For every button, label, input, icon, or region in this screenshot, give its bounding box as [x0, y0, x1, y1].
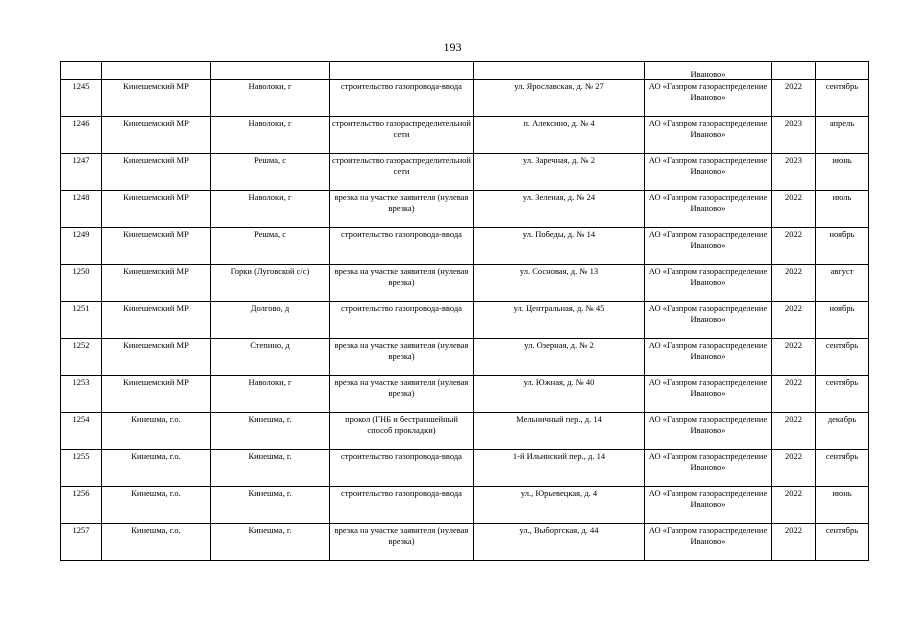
cell-address: ул. Зеленая, д. № 24	[474, 191, 645, 228]
cell-month: июнь	[816, 487, 869, 524]
cell-num: 1253	[61, 376, 102, 413]
cell-year: 2022	[772, 80, 816, 117]
cell-year: 2022	[772, 450, 816, 487]
cell-year: 2022	[772, 228, 816, 265]
cell-month: сентябрь	[816, 80, 869, 117]
table-row	[61, 302, 869, 339]
cell-locality: Наволоки, г	[211, 191, 330, 228]
cell-year: 2023	[772, 154, 816, 191]
cell-num: 1248	[61, 191, 102, 228]
cell-locality: Степино, д	[211, 339, 330, 376]
cell-month: июнь	[816, 154, 869, 191]
cell-work: строительство газопровода-ввода	[330, 80, 474, 117]
cell-work: врезка на участке заявителя (нулевая врезка)	[330, 376, 474, 413]
cell-num: 1254	[61, 413, 102, 450]
cell-operator: Иваново»	[645, 62, 772, 80]
cell-year: 2022	[772, 413, 816, 450]
cell-address: п. Алексино, д. № 4	[474, 117, 645, 154]
table-row	[61, 80, 869, 117]
cell-month: сентябрь	[816, 450, 869, 487]
cell-district: Кинешма, г.о.	[102, 450, 211, 487]
cell-num: 1257	[61, 524, 102, 561]
cell-address: ул. Победы, д. № 14	[474, 228, 645, 265]
cell-operator: АО «Газпром газораспределение Иваново»	[645, 302, 772, 339]
cell-district: Кинешемский МР	[102, 80, 211, 117]
cell-operator: АО «Газпром газораспределение Иваново»	[645, 191, 772, 228]
cell-district: Кинешемский МР	[102, 154, 211, 191]
cell-work: строительство газораспределительной сети	[330, 117, 474, 154]
page-number: 193	[443, 40, 462, 54]
cell-num: 1255	[61, 450, 102, 487]
cell-year: 2022	[772, 339, 816, 376]
cell-operator: АО «Газпром газораспределение Иваново»	[645, 524, 772, 561]
cell-district: Кинешемский МР	[102, 339, 211, 376]
cell-work: врезка на участке заявителя (нулевая врезка)	[330, 265, 474, 302]
cell-num: 1250	[61, 265, 102, 302]
cell-work	[330, 62, 474, 80]
cell-month: август	[816, 265, 869, 302]
cell-locality: Горки (Луговской с/с)	[211, 265, 330, 302]
cell-num: 1252	[61, 339, 102, 376]
cell-district	[102, 62, 211, 80]
cell-work: врезка на участке заявителя (нулевая врезка)	[330, 339, 474, 376]
cell-num: 1245	[61, 80, 102, 117]
cell-locality: Кинешма, г.	[211, 413, 330, 450]
cell-month: ноябрь	[816, 228, 869, 265]
cell-address: ул. Озерная, д. № 2	[474, 339, 645, 376]
cell-locality: Кинешма, г.	[211, 450, 330, 487]
table-row	[61, 191, 869, 228]
table-row	[61, 117, 869, 154]
cell-operator: АО «Газпром газораспределение Иваново»	[645, 450, 772, 487]
cell-locality	[211, 62, 330, 80]
cell-month: декабрь	[816, 413, 869, 450]
cell-locality: Наволоки, г	[211, 80, 330, 117]
cell-address: ул. Южная, д. № 40	[474, 376, 645, 413]
cell-address: ул., Выборгская, д. 44	[474, 524, 645, 561]
cell-district: Кинешемский МР	[102, 228, 211, 265]
table-row	[61, 376, 869, 413]
cell-district: Кинешемский МР	[102, 376, 211, 413]
cell-year: 2022	[772, 302, 816, 339]
cell-num: 1249	[61, 228, 102, 265]
cell-address: 1-й Ильинский пер., д. 14	[474, 450, 645, 487]
cell-month: сентябрь	[816, 339, 869, 376]
cell-work: строительство газораспределительной сети	[330, 154, 474, 191]
cell-work: строительство газопровода-ввода	[330, 228, 474, 265]
cell-year: 2022	[772, 487, 816, 524]
cell-num: 1256	[61, 487, 102, 524]
cell-year: 2022	[772, 265, 816, 302]
cell-operator: АО «Газпром газораспределение Иваново»	[645, 413, 772, 450]
cell-address: ул. Заречная, д. № 2	[474, 154, 645, 191]
cell-operator: АО «Газпром газораспределение Иваново»	[645, 339, 772, 376]
cell-address: ул. Сосновая, д. № 13	[474, 265, 645, 302]
cell-operator: АО «Газпром газораспределение Иваново»	[645, 228, 772, 265]
cell-district: Кинешма, г.о.	[102, 413, 211, 450]
cell-year: 2023	[772, 117, 816, 154]
cell-num: 1246	[61, 117, 102, 154]
cell-year: 2022	[772, 191, 816, 228]
table-row	[61, 450, 869, 487]
cell-month: июль	[816, 191, 869, 228]
table-row	[61, 265, 869, 302]
cell-district: Кинешма, г.о.	[102, 524, 211, 561]
cell-district: Кинешемский МР	[102, 191, 211, 228]
continuation-row	[61, 62, 869, 80]
cell-operator: АО «Газпром газораспределение Иваново»	[645, 80, 772, 117]
cell-month: сентябрь	[816, 376, 869, 413]
table-row	[61, 413, 869, 450]
cell-work: прокол (ГНБ и бестраншейный способ прокладки)	[330, 413, 474, 450]
table-row	[61, 487, 869, 524]
cell-work: строительство газопровода-ввода	[330, 450, 474, 487]
cell-year: 2022	[772, 524, 816, 561]
cell-num: 1251	[61, 302, 102, 339]
cell-month: ноябрь	[816, 302, 869, 339]
cell-locality: Долгово, д	[211, 302, 330, 339]
cell-address: Мельничный пер., д. 14	[474, 413, 645, 450]
cell-locality: Решма, с	[211, 154, 330, 191]
cell-locality: Кинешма, г.	[211, 524, 330, 561]
cell-address: ул., Юрьевецкая, д. 4	[474, 487, 645, 524]
works-table	[60, 61, 869, 561]
cell-address: ул. Ярославская, д. № 27	[474, 80, 645, 117]
cell-work: врезка на участке заявителя (нулевая врезка)	[330, 524, 474, 561]
table-row	[61, 228, 869, 265]
table-row	[61, 339, 869, 376]
cell-district: Кинешемский МР	[102, 302, 211, 339]
cell-operator: АО «Газпром газораспределение Иваново»	[645, 376, 772, 413]
cell-operator: АО «Газпром газораспределение Иваново»	[645, 117, 772, 154]
cell-district: Кинешма, г.о.	[102, 487, 211, 524]
cell-operator: АО «Газпром газораспределение Иваново»	[645, 487, 772, 524]
cell-month: сентябрь	[816, 524, 869, 561]
cell-year	[772, 62, 816, 80]
cell-locality: Решма, с	[211, 228, 330, 265]
table-row	[61, 524, 869, 561]
cell-work: строительство газопровода-ввода	[330, 487, 474, 524]
cell-district: Кинешемский МР	[102, 265, 211, 302]
cell-work: врезка на участке заявителя (нулевая врезка)	[330, 191, 474, 228]
table-row	[61, 154, 869, 191]
cell-operator: АО «Газпром газораспределение Иваново»	[645, 265, 772, 302]
cell-district: Кинешемский МР	[102, 117, 211, 154]
cell-month	[816, 62, 869, 80]
cell-month: апрель	[816, 117, 869, 154]
cell-address	[474, 62, 645, 80]
cell-year: 2022	[772, 376, 816, 413]
cell-work: строительство газопровода-ввода	[330, 302, 474, 339]
cell-locality: Кинешма, г.	[211, 487, 330, 524]
cell-locality: Наволоки, г	[211, 376, 330, 413]
cell-locality: Наволоки, г	[211, 117, 330, 154]
cell-operator: АО «Газпром газораспределение Иваново»	[645, 154, 772, 191]
cell-num: 1247	[61, 154, 102, 191]
cell-address: ул. Центральная, д. № 45	[474, 302, 645, 339]
cell-num	[61, 62, 102, 80]
